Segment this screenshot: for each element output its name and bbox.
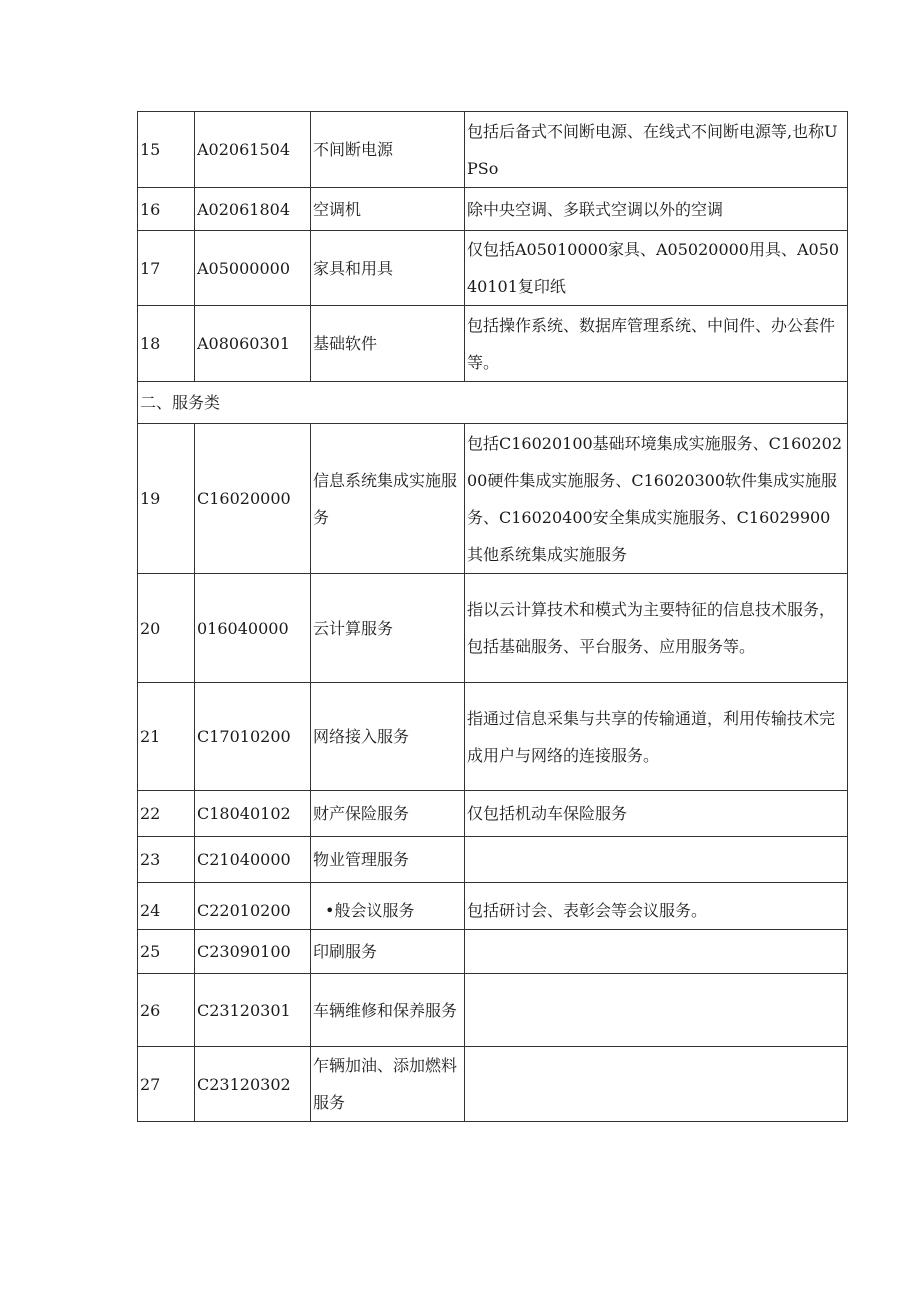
row-number: 18 (138, 306, 195, 382)
table-row (138, 837, 848, 883)
row-number: 26 (138, 974, 195, 1047)
item-description (465, 930, 848, 974)
table-row (138, 974, 848, 1047)
item-description: 包括操作系统、数据库管理系统、中间件、办公套件等。 (465, 306, 848, 382)
row-number: 15 (138, 112, 195, 188)
item-name: 物业管理服务 (311, 837, 465, 883)
item-description: 包括后备式不间断电源、在线式不间断电源等,也称UPSo (465, 112, 848, 188)
table-row (138, 112, 848, 188)
item-code: C23120302 (195, 1047, 311, 1122)
item-description: 包括研讨会、表彰会等会议服务。 (465, 883, 848, 930)
item-description: 仅包括机动车保险服务 (465, 791, 848, 837)
table-row (138, 231, 848, 306)
item-code: C23090100 (195, 930, 311, 974)
item-name: 不间断电源 (311, 112, 465, 188)
item-code: 016040000 (195, 574, 311, 683)
item-code: C23120301 (195, 974, 311, 1047)
item-description: 仅包括A05010000家具、A05020000用具、A05040101复印纸 (465, 231, 848, 306)
item-name: 信息系统集成实施服务 (311, 424, 465, 574)
row-number: 23 (138, 837, 195, 883)
item-name: 车辆维修和保养服务 (311, 974, 465, 1047)
section-title: 二、服务类 (138, 382, 848, 424)
item-name: 云计算服务 (311, 574, 465, 683)
table-row (138, 1047, 848, 1122)
table-row (138, 683, 848, 791)
item-code: C17010200 (195, 683, 311, 791)
row-number: 21 (138, 683, 195, 791)
item-name: 基础软件 (311, 306, 465, 382)
item-code: A05000000 (195, 231, 311, 306)
table-row (138, 791, 848, 837)
table-row (138, 188, 848, 231)
item-code: A08060301 (195, 306, 311, 382)
item-name: •般会议服务 (311, 883, 465, 930)
table-row (138, 424, 848, 574)
row-number: 17 (138, 231, 195, 306)
item-description: 指通过信息采集与共享的传输通道，利用传输技术完成用户与网络的连接服务。 (465, 683, 848, 791)
item-code: A02061504 (195, 112, 311, 188)
table-row (138, 574, 848, 683)
row-number: 20 (138, 574, 195, 683)
item-description (465, 837, 848, 883)
item-name: 空调机 (311, 188, 465, 231)
row-number: 16 (138, 188, 195, 231)
table-row (138, 930, 848, 974)
item-code: A02061804 (195, 188, 311, 231)
item-name: 家具和用具 (311, 231, 465, 306)
item-name: 乍辆加油、添加燃料服务 (311, 1047, 465, 1122)
row-number: 27 (138, 1047, 195, 1122)
item-name: 财产保险服务 (311, 791, 465, 837)
row-number: 19 (138, 424, 195, 574)
item-description (465, 974, 848, 1047)
item-code: C21040000 (195, 837, 311, 883)
item-code: C18040102 (195, 791, 311, 837)
item-code: C16020000 (195, 424, 311, 574)
item-description: 除中央空调、多联式空调以外的空调 (465, 188, 848, 231)
item-code: C22010200 (195, 883, 311, 930)
item-description: 包括C16020100基础环境集成实施服务、C16020200硬件集成实施服务、C16020300软件集成实施服务、C16020400安全集成实施服务、C16029900其他系统集成实施服务 (465, 424, 848, 574)
item-description (465, 1047, 848, 1122)
row-number: 22 (138, 791, 195, 837)
item-description: 指以云计算技术和模式为主要特征的信息技术服务，包括基础服务、平台服务、应用服务等。 (465, 574, 848, 683)
item-name: 印刷服务 (311, 930, 465, 974)
table-row (138, 883, 848, 930)
section-row (138, 382, 848, 424)
item-name: 网络接入服务 (311, 683, 465, 791)
row-number: 25 (138, 930, 195, 974)
row-number: 24 (138, 883, 195, 930)
catalog-table (137, 111, 848, 1122)
table-row (138, 306, 848, 382)
